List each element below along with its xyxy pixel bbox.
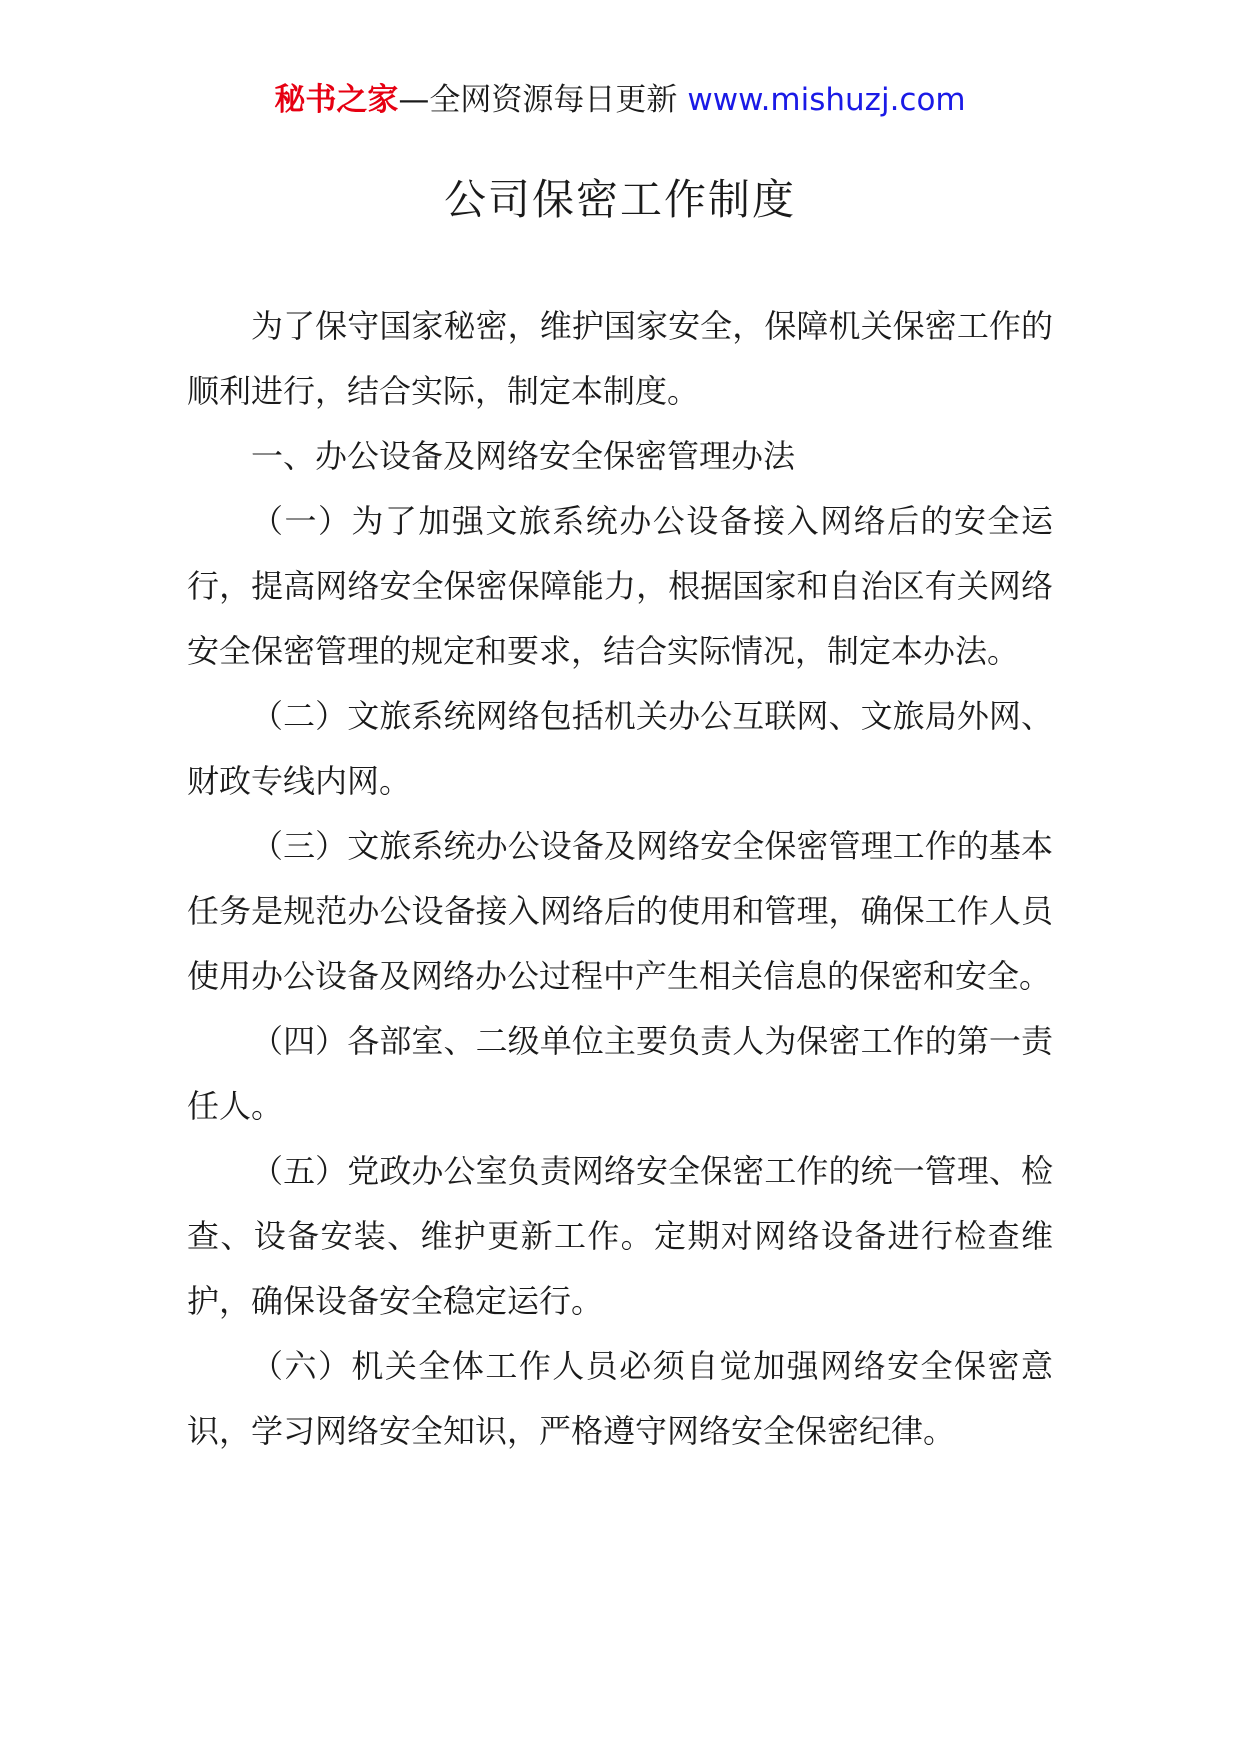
page-header — [0, 78, 1240, 122]
section-heading: 一、办公设备及网络安全保密管理办法 — [251, 437, 796, 475]
paragraph-item-1: （一）为了加强文旅系统办公设备接入网络后的安全运行，提高网络安全保密保障能力，根据国家和自治区有关网络安全保密管理的规定和要求，结合实际情况，制定本办法。 — [187, 502, 1053, 670]
document-body — [187, 294, 1053, 1464]
brand-name: 秘书之家 — [274, 82, 399, 118]
paragraph-item-2: （二）文旅系统网络包括机关办公互联网、文旅局外网、财政专线内网。 — [187, 697, 1053, 800]
header-slogan: —全网资源每日更新 — [398, 82, 678, 118]
document-title: 公司保密工作制度 — [443, 175, 796, 224]
paragraph-item-5: （五）党政办公室负责网络安全保密工作的统一管理、检查、设备安装、维护更新工作。定期对网络设备进行检查维护，确保设备安全稳定运行。 — [187, 1152, 1053, 1320]
site-url-link[interactable]: www.mishuzj.com — [687, 82, 966, 118]
paragraph-intro: 为了保守国家秘密，维护国家安全，保障机关保密工作的顺利进行，结合实际，制定本制度。 — [187, 307, 1053, 410]
paragraph-item-6: （六）机关全体工作人员必须自觉加强网络安全保密意识，学习网络安全知识，严格遵守网络安全保密纪律。 — [187, 1347, 1053, 1450]
paragraph-item-4: （四）各部室、二级单位主要负责人为保密工作的第一责任人。 — [187, 1022, 1053, 1125]
paragraph-item-3: （三）文旅系统办公设备及网络安全保密管理工作的基本任务是规范办公设备接入网络后的使用和管理，确保工作人员使用办公设备及网络办公过程中产生相关信息的保密和安全。 — [187, 827, 1053, 995]
